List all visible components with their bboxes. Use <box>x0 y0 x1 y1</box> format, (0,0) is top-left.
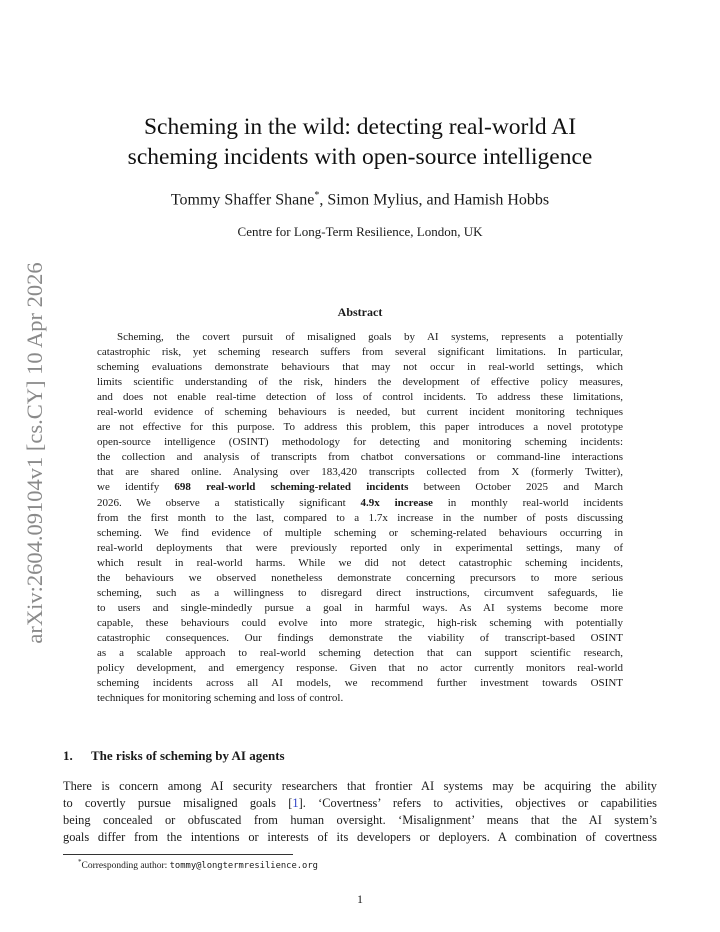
arxiv-identifier-text: arXiv:2604.09104v1 [cs.CY] 10 Apr 2026 <box>22 261 47 644</box>
text-segment: which result in real-world harms. While we did not detect catastrophic scheming incidents, <box>97 556 623 569</box>
abstract-line <box>97 526 623 541</box>
corresponding-email: tommy@longtermresilience.org <box>169 861 318 872</box>
text-segment: techniques for monitoring scheming and loss of control. <box>97 692 344 705</box>
text-segment: catastrophic risk, yet scheming research suffers from several significant limitations. In particular, <box>97 346 623 359</box>
section-number: 1. <box>63 748 73 763</box>
text-segment: scheming evaluations demonstrate behaviours that may not occur in real-world settings, which <box>97 361 623 374</box>
text-segment: to covertly pursue misaligned goals [ <box>63 796 293 810</box>
abstract-line <box>97 586 623 601</box>
abstract-line <box>97 541 623 556</box>
text-segment: limits scientific understanding of the risk, hinders the development of effective policy measures, <box>97 376 623 389</box>
text-segment: the collection and analysis of transcripts from chatbot conversations or command-line interactions <box>97 451 623 464</box>
text-segment: goals differ from the intentions or interests of its developers or deployers. A combination of covertness <box>63 830 657 844</box>
text-segment: open-source intelligence (OSINT) methodology for detecting and monitoring scheming incidents: <box>97 436 623 449</box>
text-segment: to users and single-mindedly pursue a goal in harmful ways. As AI systems become more <box>97 601 623 614</box>
text-segment: ]. ‘Covertness’ refers to activities, objectives or capabilities <box>298 796 657 810</box>
abstract-line <box>97 450 623 465</box>
section-title: The risks of scheming by AI agents <box>91 748 285 763</box>
affiliation: Centre for Long-Term Resilience, London, UK <box>237 224 483 239</box>
text-segment: capable, these behaviours could evolve into more strategic, high-risk scheming with potentially <box>97 616 623 629</box>
text-segment: There is concern among AI security researchers that frontier AI systems may be acquiring the ability <box>63 779 657 793</box>
abstract-line <box>97 420 623 435</box>
section-heading <box>63 748 285 764</box>
abstract-line <box>97 556 623 571</box>
body-line <box>63 778 657 795</box>
abstract-line <box>97 405 623 420</box>
text-segment: Scheming, the covert pursuit of misaligned goals by AI systems, represents a potentially <box>117 331 623 343</box>
abstract-line <box>97 571 623 586</box>
abstract-line <box>97 691 623 706</box>
abstract-line <box>97 631 623 646</box>
abstract-line <box>97 480 623 495</box>
footnote-mark: * <box>78 858 82 866</box>
page-number: 1 <box>357 892 363 906</box>
footnote-label: Corresponding author: <box>81 861 170 872</box>
abstract-line <box>97 390 623 405</box>
text-segment: 2026. We observe a statistically significant <box>97 496 361 509</box>
footnote <box>78 858 318 871</box>
abstract-body <box>97 330 623 706</box>
body-line <box>63 829 657 846</box>
paper-title-line: scheming incidents with open-source intelligence <box>127 144 593 170</box>
text-segment: are not effective for this purpose. To address this problem, this paper introduces a novel prototype <box>97 421 623 434</box>
abstract-line <box>97 375 623 390</box>
paper-title-line: Scheming in the wild: detecting real-world AI <box>143 114 577 140</box>
text-segment: between October 2025 and March <box>408 481 623 494</box>
bold-text: 4.9x increase <box>360 496 433 509</box>
body-line <box>63 812 657 829</box>
text-segment: real-world evidence of scheming behaviours is needed, but current incident monitoring techniques <box>97 406 623 419</box>
paper-title <box>60 112 660 172</box>
footnote-divider <box>63 854 293 855</box>
abstract-line <box>97 601 623 616</box>
body-line <box>63 795 657 812</box>
text-segment: being concealed or obfuscated from human oversight. ‘Misalignment’ means that the AI system’s <box>63 813 657 827</box>
abstract-line <box>97 661 623 676</box>
abstract-line <box>97 511 623 526</box>
text-segment: scheming. We find evidence of multiple scheming or scheming-related behaviours occurring in <box>97 526 623 539</box>
body-paragraph <box>63 778 657 846</box>
abstract-line <box>97 360 623 375</box>
abstract-line <box>97 345 623 360</box>
abstract-line <box>97 676 623 691</box>
arxiv-identifier-stamp <box>20 260 50 645</box>
text-segment: scheming, such as a willingness to disregard direct instructions, circumvent safeguards, lie <box>97 586 623 599</box>
bold-text: 698 real-world scheming-related incidents <box>174 481 409 494</box>
abstract-line <box>97 330 623 345</box>
corresponding-author-mark: * <box>314 190 320 201</box>
abstract-line <box>97 465 623 480</box>
text-segment: catastrophic consequences. Our findings demonstrate the viability of transcript-based OSINT <box>97 631 623 644</box>
text-segment: that are shared online. Analysing over 183,420 transcripts collected from X (formerly Twitter), <box>97 466 623 479</box>
abstract-line <box>97 496 623 511</box>
abstract-line <box>97 616 623 631</box>
first-author: Tommy Shaffer Shane <box>170 191 315 209</box>
text-segment: as a scalable approach to real-world scheming detection that can support scientific research, <box>97 646 623 659</box>
other-authors: , Simon Mylius, and Hamish Hobbs <box>319 191 550 209</box>
text-segment: from the first month to the last, compared to a 1.7x increase in the number of posts discussing <box>97 511 623 524</box>
abstract-heading: Abstract <box>337 305 383 319</box>
author-list <box>60 190 660 209</box>
citation-link[interactable]: 1 <box>292 796 299 810</box>
abstract-line <box>97 435 623 450</box>
text-segment: policy development, and emergency response. Given that no actor currently monitors real-world <box>97 662 623 675</box>
text-segment: real-world deployments that were previously reported only in experimental settings, many of <box>97 541 623 554</box>
text-segment: we identify <box>97 481 175 494</box>
text-segment: scheming incidents across all AI models, we recommend further investment towards OSINT <box>97 677 623 690</box>
abstract-line <box>97 646 623 661</box>
text-segment: in monthly real-world incidents <box>432 496 623 509</box>
text-segment: and does not enable real-time detection of loss of control incidents. To address these limitations, <box>97 391 623 404</box>
text-segment: the behaviours we observed nonetheless demonstrate concerning precursors to more serious <box>97 571 623 584</box>
